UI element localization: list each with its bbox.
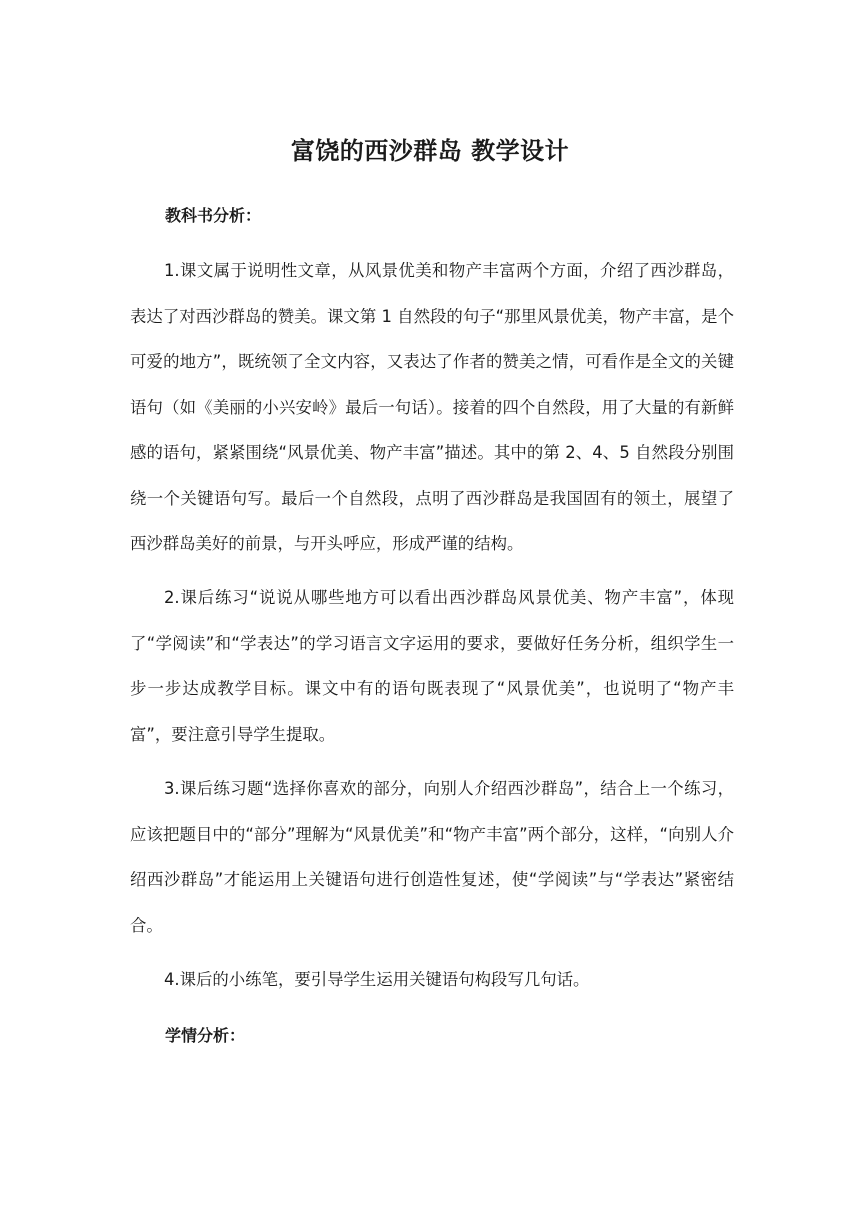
paragraph: 3.课后练习题“选择你喜欢的部分，向别人介绍西沙群岛”，结合上一个练习，应该把题目中的“部分”理解为“风景优美”和“物产丰富”两个部分，这样，“向别人介绍西沙群岛”才能运用上关键语句进行创造性复述，使“学阅读”与“学表达”紧密结合。 (130, 779, 734, 935)
section-heading-learner-analysis: 学情分析： (165, 1026, 246, 1045)
section-heading-textbook-analysis: 教科书分析： (165, 206, 262, 225)
paragraph: 1.课文属于说明性文章，从风景优美和物产丰富两个方面，介绍了西沙群岛，表达了对西沙群岛的赞美。课文第 1 自然段的句子“那里风景优美，物产丰富，是个可爱的地方”，既统领了全文内容，又表达了作者的赞美之情，可看作是全文的关键语句（如《美丽的小兴安岭》最后一句话）。接着的四个自然段，用了大量的有新鲜感的语句，紧紧围绕“风景优美、物产丰富”描述。其中的第 2、4、5 自然段分别围绕一个关键语句写。最后一个自然段，点明了西沙群岛是我国固有的领土，展望了西沙群岛美好的前景，与开头呼应，形成严谨的结构。 (130, 261, 734, 553)
paragraph: 4.课后的小练笔，要引导学生运用关键语句构段写几句话。 (164, 970, 590, 989)
document-title: 富饶的西沙群岛 教学设计 (290, 137, 570, 165)
paragraph: 2.课后练习“说说从哪些地方可以看出西沙群岛风景优美、物产丰富”，体现了“学阅读”和“学表达”的学习语言文字运用的要求，要做好任务分析，组织学生一步一步达成教学目标。课文中有的语句既表现了“风景优美”，也说明了“物产丰富”，要注意引导学生提取。 (130, 588, 734, 744)
